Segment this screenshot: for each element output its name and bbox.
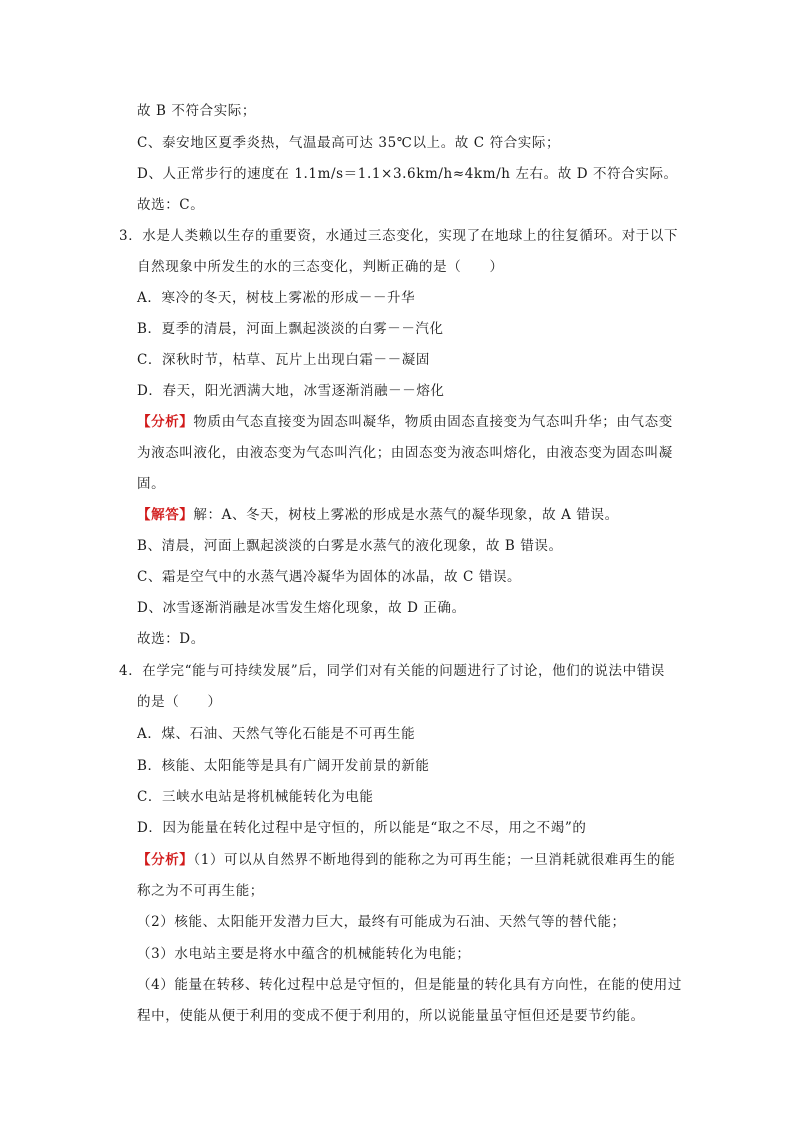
solution-tag: 【解答】: [137, 507, 194, 523]
q4-stem-line1: 4．在学完“能与可持续发展”后，同学们对有关能的问题进行了讨论，他们的说法中错误: [119, 663, 665, 679]
q3-option-a: A．寒冷的冬天，树枝上雾凇的形成－－升华: [137, 290, 416, 306]
q4-stem-line2: 的是（ ）: [137, 694, 222, 710]
q3-solution-c: C、霜是空气中的水蒸气遇冷凝华为固体的冰晶，故 C 错误。: [137, 569, 522, 585]
q4-analysis-line6: 程中，使能从便于利用的变成不便于利用的，所以说能量虽守恒但还是要节约能。: [137, 1008, 645, 1024]
q4-analysis-line4: （3）水电站主要是将水中蕴含的机械能转化为电能；: [137, 946, 471, 962]
q4-analysis-line5: （4）能量在转移、转化过程中总是守恒的，但是能量的转化具有方向性，在能的使用过: [137, 977, 682, 993]
q4-analysis-line3: （2）核能、太阳能开发潜力巨大，最终有可能成为石油、天然气等的替代能；: [137, 914, 626, 930]
q3-solution-d: D、冰雪逐渐消融是冰雪发生熔化现象，故 D 正确。: [137, 600, 466, 616]
q3-option-d: D．春天，阳光洒满大地，冰雪逐渐消融－－熔化: [137, 383, 445, 399]
q2-answer-b-cont: 故 B 不符合实际；: [137, 103, 257, 119]
q4-analysis-line1: [137, 850, 675, 870]
q3-choice: 故选：D。: [137, 631, 205, 647]
q4-option-c: C．三峡水电站是将机械能转化为电能: [137, 789, 374, 805]
q3-analysis-line2: 为液态叫液化，由液态变为气态叫汽化；由固态变为液态叫熔化，由液态变为固态叫凝: [137, 445, 673, 461]
q2-answer-d: D、人正常步行的速度在 1.1m/s＝1.1×3.6km/h≈4km/h 左右。故 D 不符合实际。: [137, 166, 678, 182]
q3-analysis-text1: 物质由气态直接变为固态叫凝华，物质由固态直接变为气态叫升华；由气态变: [193, 414, 673, 430]
analysis-tag: 【分析】: [137, 852, 194, 868]
q3-solution-text1: 解：A、冬天，树枝上雾凇的形成是水蒸气的凝华现象，故 A 错误。: [193, 507, 619, 523]
q3-analysis-line3: 固。: [137, 476, 166, 492]
analysis-tag: 【分析】: [137, 414, 194, 430]
q3-option-b: B．夏季的清晨，河面上飘起淡淡的白雾－－汽化: [137, 321, 444, 337]
q4-option-a: A．煤、石油、天然气等化石能是不可再生能: [137, 726, 416, 742]
q2-answer-c: C、泰安地区夏季炎热，气温最高可达 35℃以上。故 C 符合实际；: [137, 135, 561, 151]
q2-choice: 故选：C。: [137, 197, 205, 213]
q3-option-c: C．深秋时节，枯草、瓦片上出现白霜－－凝固: [137, 352, 430, 368]
q3-analysis-line1: [137, 412, 673, 432]
q3-solution-line1: [137, 505, 619, 525]
q3-stem-line2: 自然现象中所发生的水的三态变化，判断正确的是（ ）: [137, 259, 504, 275]
q4-analysis-line2: 称之为不可再生能；: [137, 883, 264, 899]
q4-analysis-text1: （1）可以从自然界不断地得到的能称之为可再生能；一旦消耗就很难再生的能: [193, 852, 676, 868]
q3-stem-line1: 3．水是人类赖以生存的重要资，水通过三态变化，实现了在地球上的往复循环。对于以下: [119, 228, 679, 244]
q4-option-d: D．因为能量在转化过程中是守恒的，所以能是“取之不尽，用之不竭”的: [137, 820, 587, 836]
q3-solution-b: B、清晨，河面上飘起淡淡的白雾是水蒸气的液化现象，故 B 错误。: [137, 538, 563, 554]
q4-option-b: B．核能、太阳能等是具有广阔开发前景的新能: [137, 758, 430, 774]
